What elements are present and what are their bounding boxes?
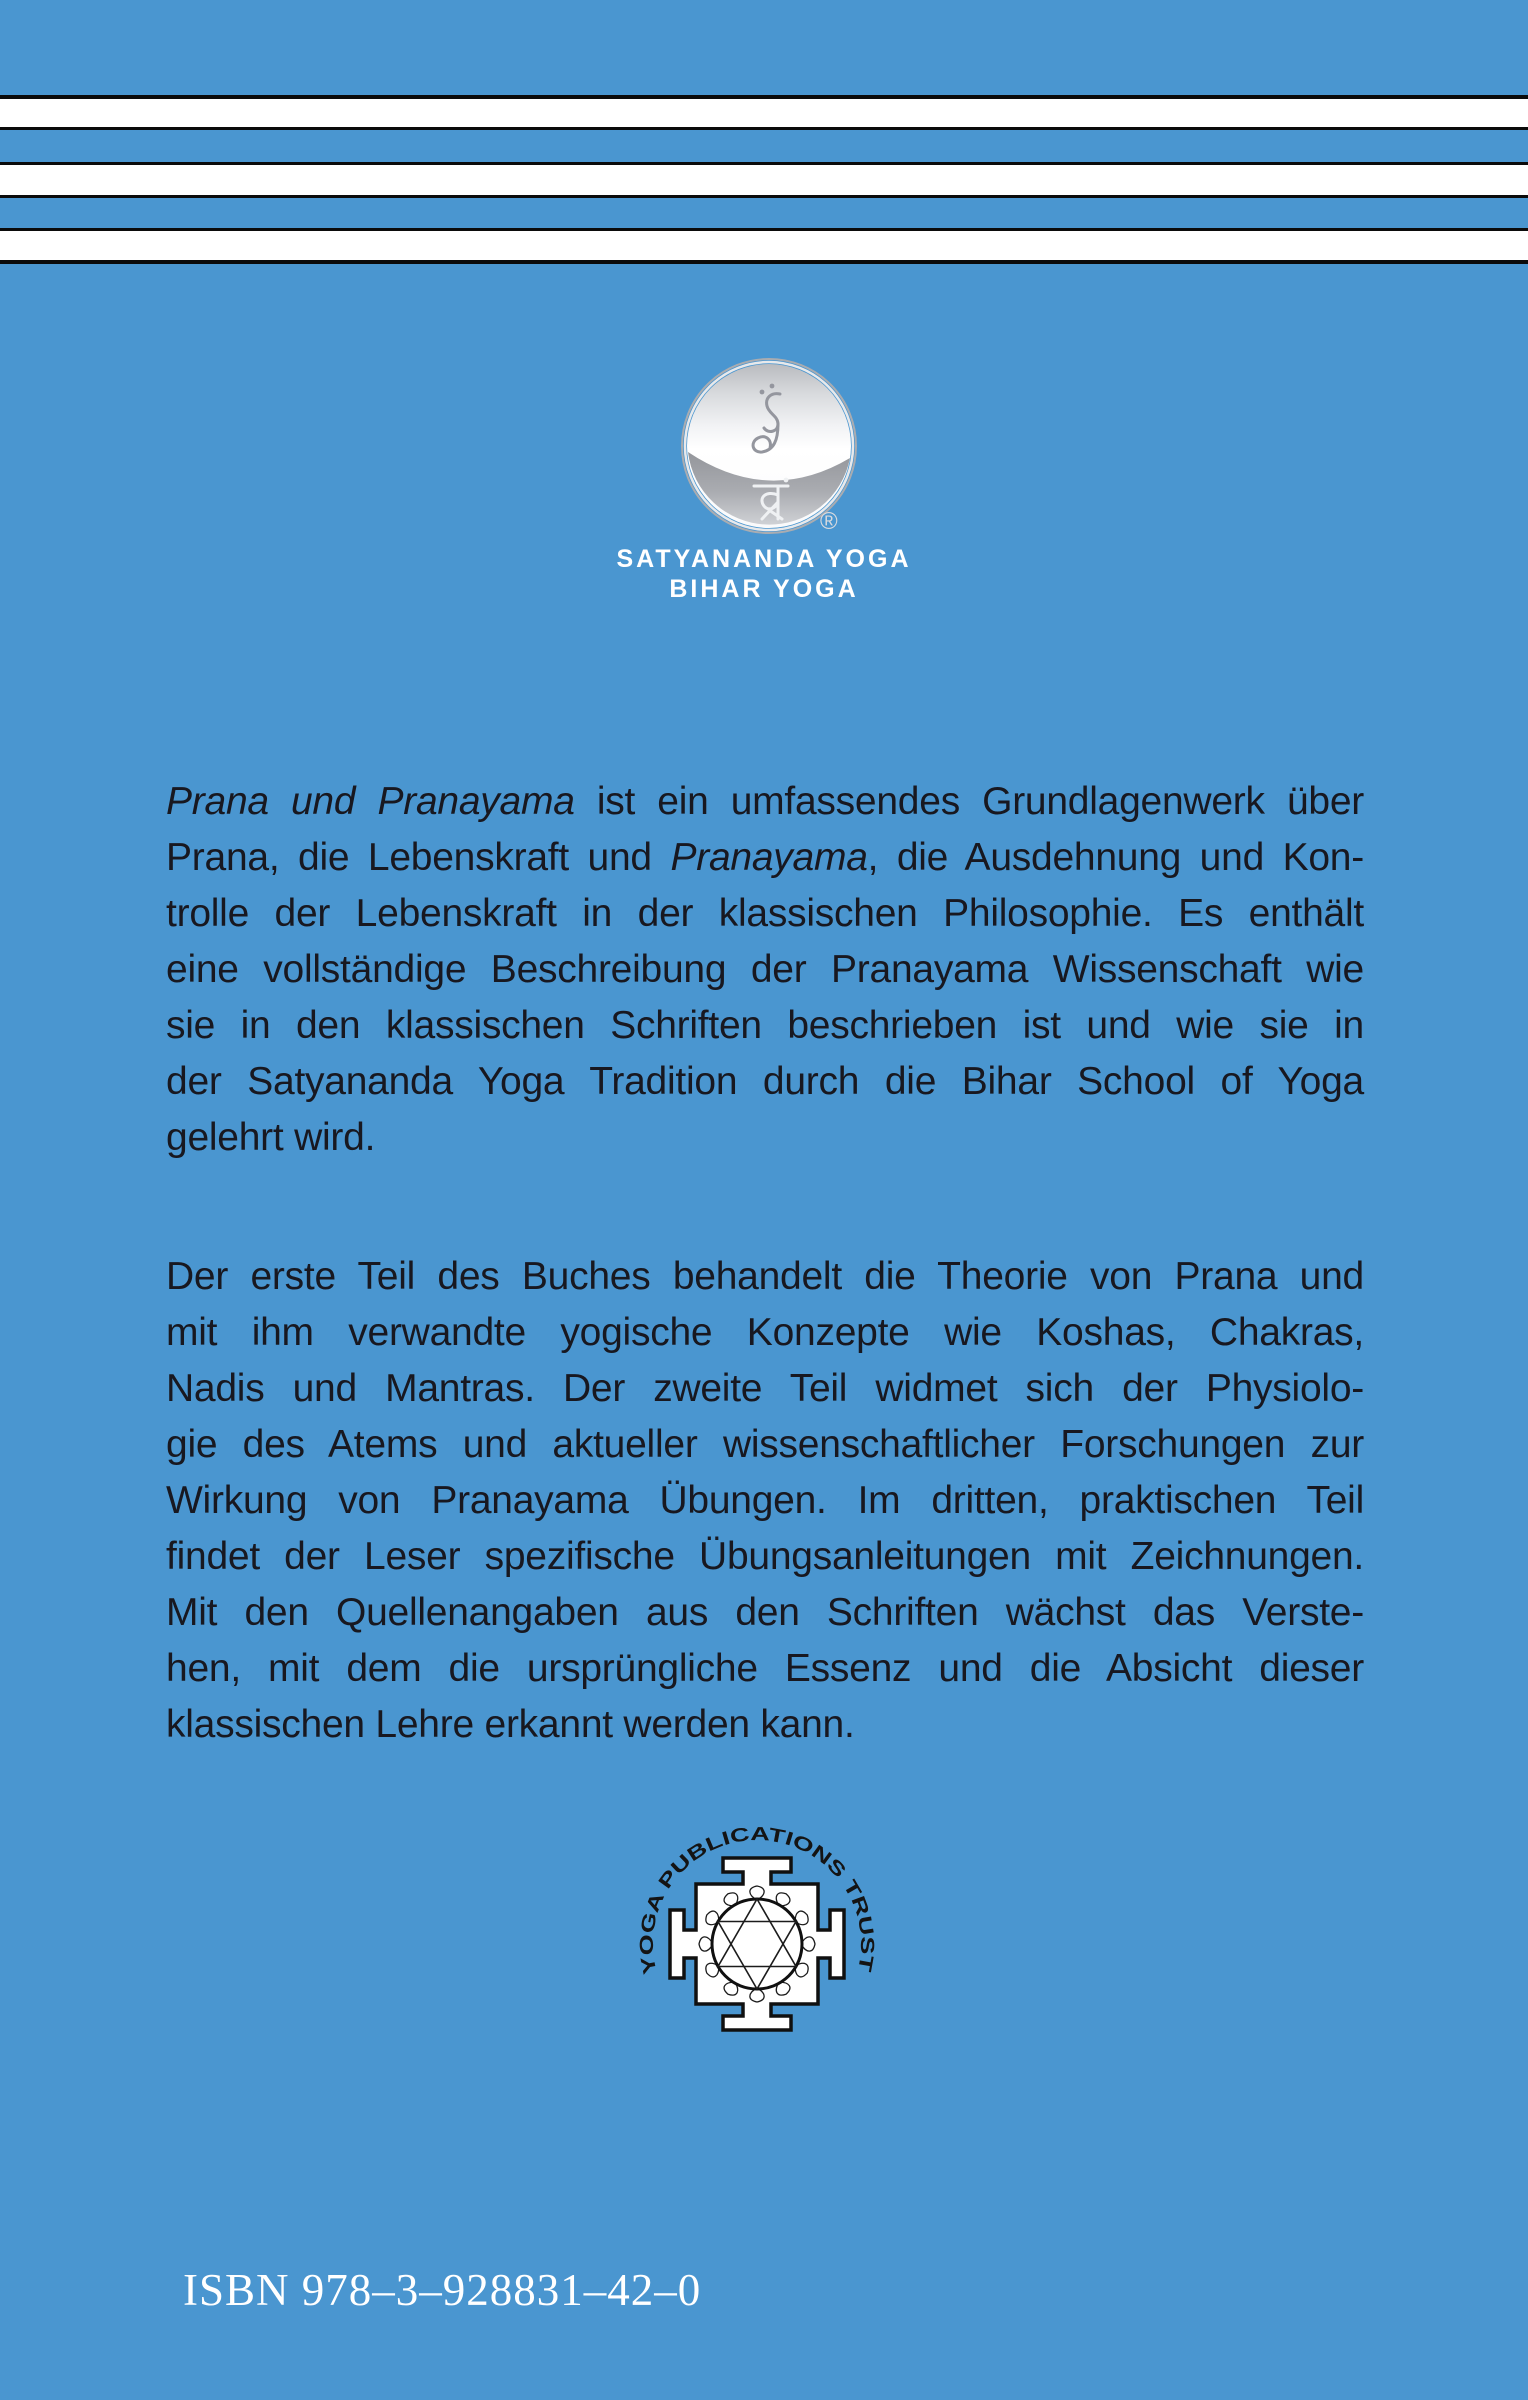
stripe-white <box>0 165 1528 195</box>
brand-line-satyananda-yoga: SATYANANDA YOGA <box>616 545 912 573</box>
blurb-line <box>166 774 1364 830</box>
blurb-italic-segment: Pranayama <box>670 836 868 879</box>
blurb-line <box>166 1641 1364 1697</box>
blurb-segment: findet der Leser spezifische Übungsanleitungen mit Zeichnungen. <box>166 1535 1364 1578</box>
blurb-line <box>166 1585 1364 1641</box>
stripe-line <box>0 260 1528 264</box>
blurb-segment: sie in den klassischen Schriften beschrieben ist und wie sie in <box>166 1004 1364 1047</box>
blurb-paragraph <box>166 1249 1364 1753</box>
blurb-italic-segment: Prana und Pranayama <box>166 780 575 823</box>
blurb-line <box>166 1249 1364 1305</box>
blurb-segment: gelehrt wird. <box>166 1116 376 1159</box>
blurb-segment: Mit den Quellenangaben aus den Schriften wächst das Verste- <box>166 1591 1364 1634</box>
registered-trademark-icon: ® <box>820 508 838 535</box>
blurb-segment: , die Ausdehnung und Kon- <box>867 836 1364 879</box>
blurb-line <box>166 1110 1364 1166</box>
blurb-line <box>166 1529 1364 1585</box>
isbn-text: ISBN 978–3–928831–42–0 <box>183 2265 702 2315</box>
blurb-line <box>166 1473 1364 1529</box>
blurb-line <box>166 886 1364 942</box>
stripe-white <box>0 99 1528 127</box>
blurb-line <box>166 830 1364 886</box>
blurb-line <box>166 1697 1364 1753</box>
blurb-line <box>166 1054 1364 1110</box>
blurb-paragraph <box>166 774 1364 1166</box>
blurb-line <box>166 1305 1364 1361</box>
blurb-line <box>166 1361 1364 1417</box>
blurb-segment: mit ihm verwandte yogische Konzepte wie Koshas, Chakras, <box>166 1311 1364 1354</box>
blurb-line <box>166 998 1364 1054</box>
publisher-arc-text: YOGA PUBLICATIONS TRUST <box>636 1823 878 1976</box>
stripe-line <box>0 127 1528 130</box>
yoga-publications-trust-logo-icon <box>627 1814 887 2054</box>
blurb-line <box>166 1417 1364 1473</box>
yantra-circle <box>712 1899 802 1989</box>
stripe-line <box>0 195 1528 198</box>
blurb-text-block <box>166 774 1364 1753</box>
blurb-segment: gie des Atems und aktueller wissenschaftlicher Forschungen zur <box>166 1423 1364 1466</box>
blurb-segment: Der erste Teil des Buches behandelt die Theorie von Prana und <box>166 1255 1364 1298</box>
blurb-segment: ist ein umfassendes Grundlagenwerk über <box>574 780 1364 823</box>
blurb-segment: eine vollständige Beschreibung der Pranayama Wissenschaft wie <box>166 948 1364 991</box>
blurb-segment: Prana, die Lebenskraft und <box>166 836 671 879</box>
blurb-segment: Wirkung von Pranayama Übungen. Im dritten, praktischen Teil <box>166 1479 1364 1522</box>
stripe-white <box>0 231 1528 260</box>
blurb-segment: Nadis und Mantras. Der zweite Teil widmet sich der Physiolo- <box>166 1367 1364 1410</box>
blurb-segment: klassischen Lehre erkannt werden kann. <box>166 1703 855 1746</box>
blurb-segment: der Satyananda Yoga Tradition durch die Bihar School of Yoga <box>166 1060 1364 1103</box>
blurb-segment: hen, mit dem die ursprüngliche Essenz und die Absicht dieser <box>166 1647 1364 1690</box>
blurb-line <box>166 942 1364 998</box>
blurb-segment: trolle der Lebenskraft in der klassischen Philosophie. Es enthält <box>166 892 1364 935</box>
brand-line-bihar-yoga: BIHAR YOGA <box>669 575 859 603</box>
